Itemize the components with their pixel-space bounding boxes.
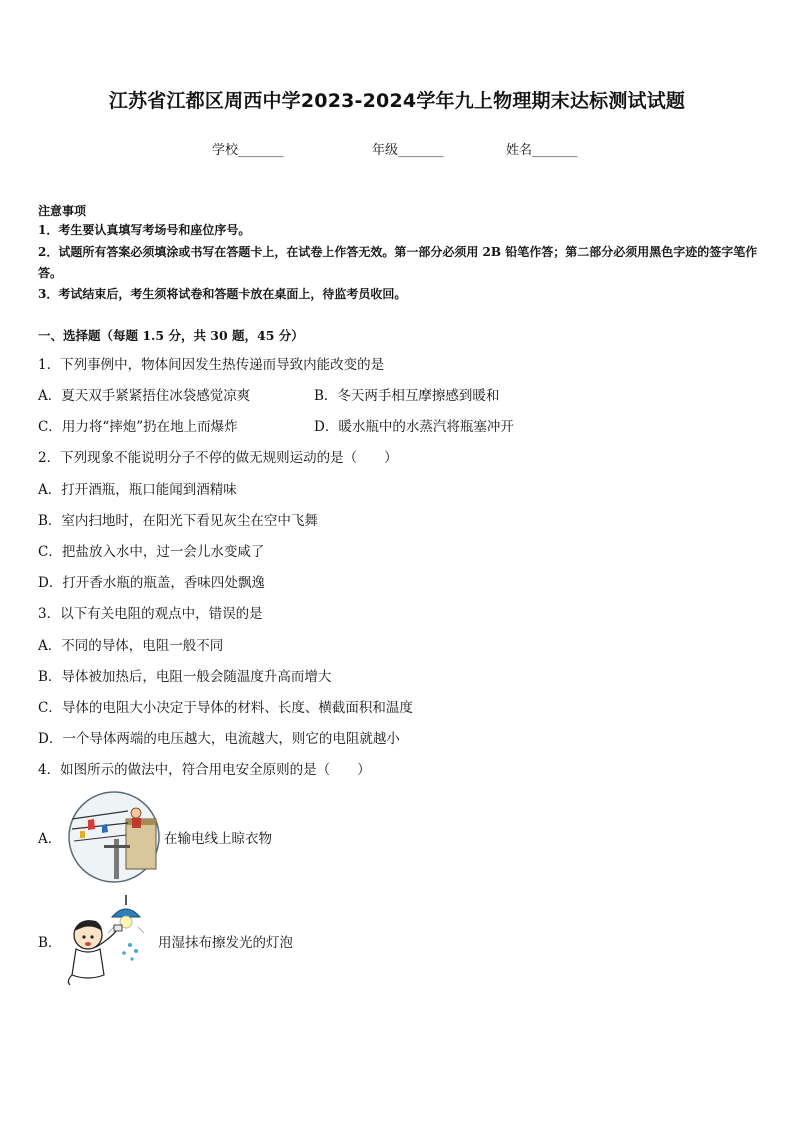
exam-title: 江苏省江都区周西中学2023-2024学年九上物理期末达标测试试题 bbox=[108, 90, 686, 112]
question-3-option-d: D．一个导体两端的电压越大，电流越大，则它的电阻就越小 bbox=[38, 731, 400, 747]
question-1-option-d: D．暖水瓶中的水蒸汽将瓶塞冲开 bbox=[314, 419, 514, 435]
question-1-option-a: A．夏天双手紧紧捂住冰袋感觉凉爽 bbox=[38, 388, 251, 404]
note-item-2: 2．试题所有答案必须填涂或书写在答题卡上，在试卷上作答无效。第一部分必须用 2B 铅笔作答；第二部分必须用黑色字迹的签字笔作答。 bbox=[38, 245, 758, 280]
question-4-stem: 4．如图所示的做法中，符合用电安全原则的是（ ） bbox=[38, 762, 371, 778]
question-4-option-a-letter: A． bbox=[38, 831, 62, 847]
question-3-option-a: A．不同的导体，电阻一般不同 bbox=[38, 638, 224, 654]
question-2-option-a: A．打开酒瓶，瓶口能闻到酒精味 bbox=[38, 482, 237, 498]
question-2-option-d: D．打开香水瓶的瓶盖，香味四处飘逸 bbox=[38, 575, 265, 591]
question-2-option-b: B．室内扫地时，在阳光下看见灰尘在空中飞舞 bbox=[38, 513, 318, 529]
question-3-option-b: B．导体被加热后，电阻一般会随温度升高而增大 bbox=[38, 669, 332, 685]
question-3-option-c: C．导体的电阻大小决定于导体的材料、长度、横截面积和温度 bbox=[38, 700, 413, 716]
wiping-lit-bulb-illustration bbox=[60, 895, 152, 987]
school-field: 学校_______ bbox=[212, 143, 284, 158]
grade-field: 年级_______ bbox=[372, 143, 444, 158]
name-field: 姓名_______ bbox=[506, 143, 578, 158]
question-1-stem: 1．下列事例中，物体间因发生热传递而导致内能改变的是 bbox=[38, 357, 385, 373]
clothes-on-power-line-illustration bbox=[66, 789, 162, 885]
question-4-option-a-text: 在输电线上晾衣物 bbox=[164, 831, 272, 847]
question-1-option-c: C．用力将“摔炮”扔在地上而爆炸 bbox=[38, 419, 238, 435]
question-4-option-b-text: 用湿抹布擦发光的灯泡 bbox=[158, 935, 293, 951]
note-item-3: 3．考试结束后，考生须将试卷和答题卡放在桌面上，待监考员收回。 bbox=[38, 287, 407, 301]
notes-heading: 注意事项 bbox=[38, 204, 87, 218]
note-item-1: 1．考生要认真填写考场号和座位序号。 bbox=[38, 223, 251, 237]
question-4-option-b-letter: B． bbox=[38, 935, 62, 951]
question-1-option-b: B．冬天两手相互摩擦感到暖和 bbox=[314, 388, 500, 404]
question-2-option-c: C．把盐放入水中，过一会儿水变咸了 bbox=[38, 544, 265, 560]
question-2-stem: 2．下列现象不能说明分子不停的做无规则运动的是（ ） bbox=[38, 450, 398, 466]
section-heading: 一、选择题（每题 1.5 分，共 30 题，45 分） bbox=[38, 328, 304, 343]
question-3-stem: 3．以下有关电阻的观点中，错误的是 bbox=[38, 606, 263, 622]
